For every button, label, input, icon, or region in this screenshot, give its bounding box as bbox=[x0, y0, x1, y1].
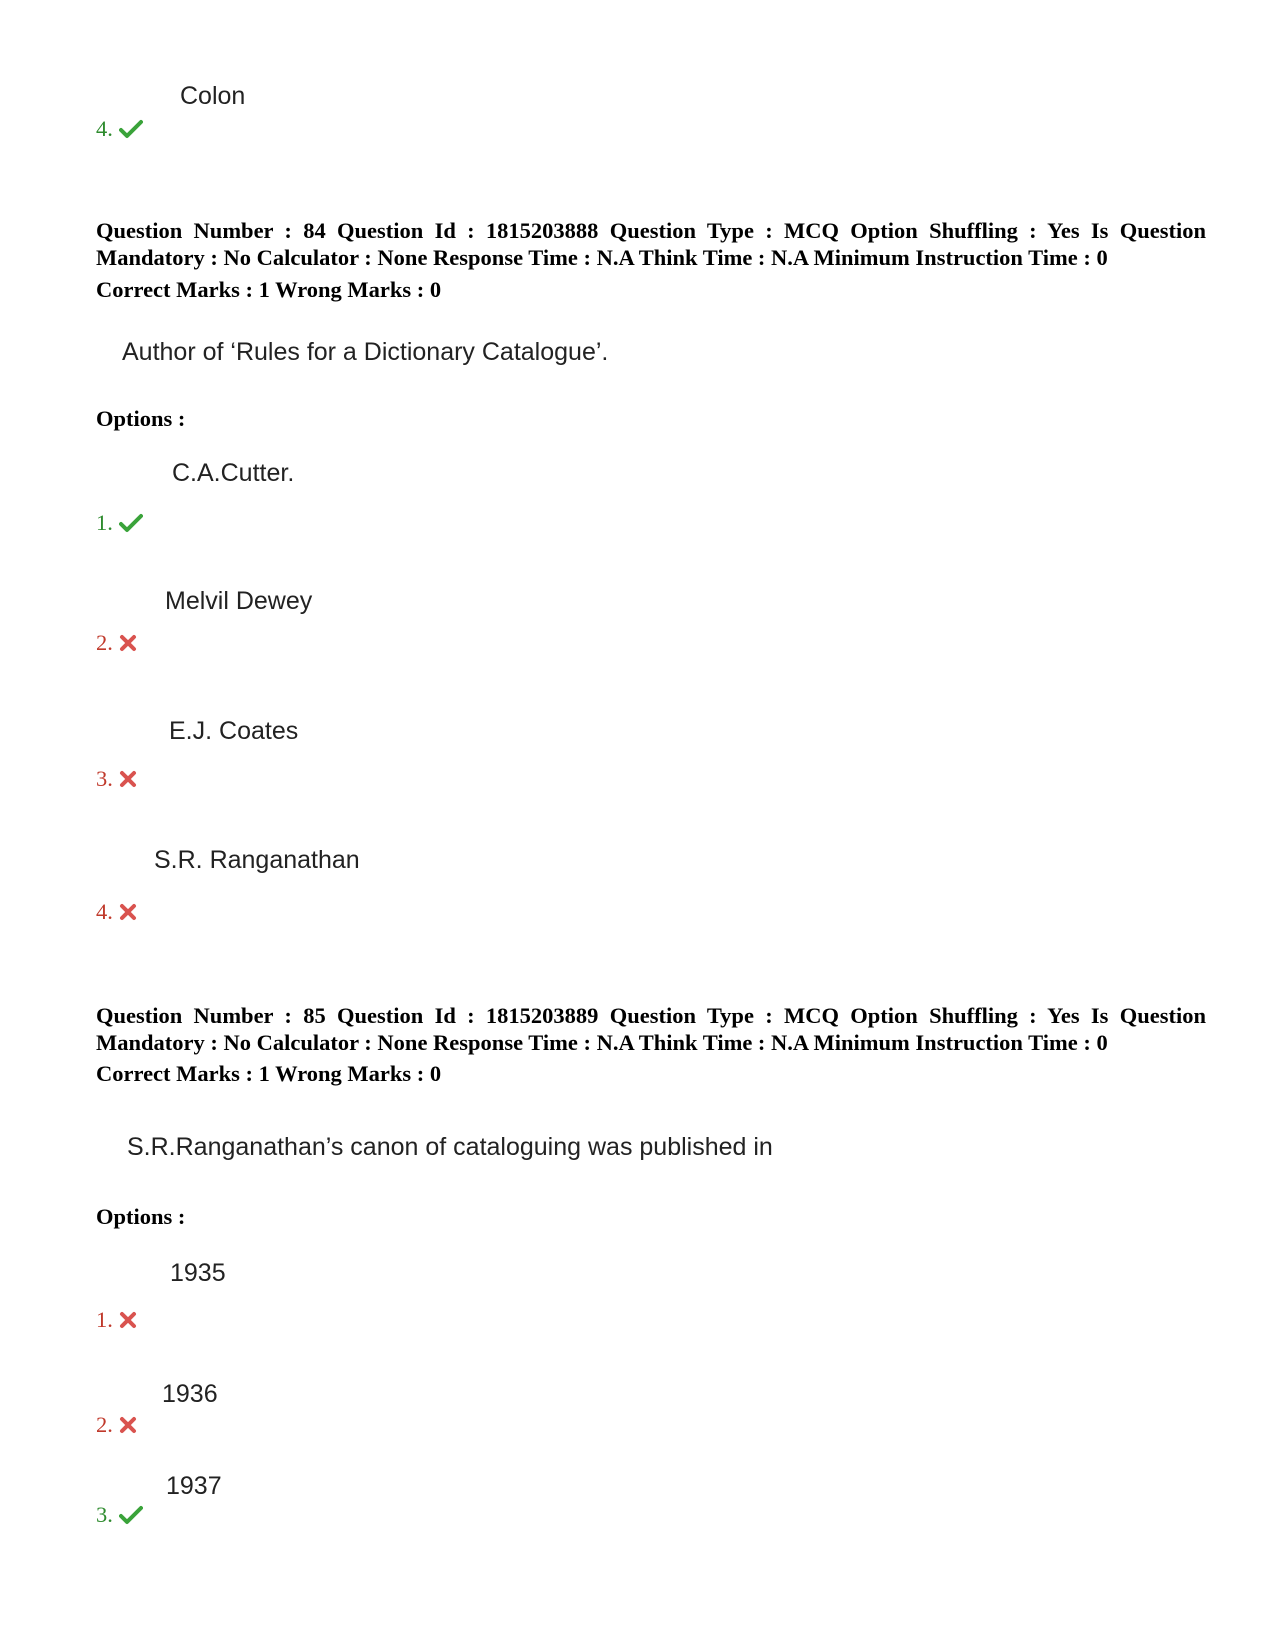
option-number bbox=[96, 116, 143, 142]
option-number bbox=[96, 510, 143, 536]
option-number bbox=[96, 766, 137, 792]
option-number-label: 4. bbox=[96, 899, 113, 924]
options-label: Options : bbox=[96, 406, 186, 431]
question-marks: Correct Marks : 1 Wrong Marks : 0 bbox=[96, 1061, 442, 1086]
checkmark-icon bbox=[119, 513, 143, 533]
options-label: Options : bbox=[96, 1204, 186, 1229]
checkmark-icon bbox=[119, 119, 143, 139]
option-number bbox=[96, 1502, 143, 1528]
option-text: C.A.Cutter. bbox=[172, 459, 295, 487]
option-number-label: 1. bbox=[96, 510, 113, 535]
option-text: 1937 bbox=[166, 1472, 222, 1500]
option-number bbox=[96, 899, 137, 925]
option-text: 1936 bbox=[162, 1380, 218, 1408]
question-meta: Question Number : 85 Question Id : 1815203889 Question Type : MCQ Option Shuffling : Yes Is Question Mandatory : No Calculator : None Response Time : N.A Think Time : N.A Minimum Instruction Time : 0 bbox=[96, 1003, 1206, 1055]
checkmark-icon bbox=[119, 1505, 143, 1525]
option-text: 1935 bbox=[170, 1259, 226, 1287]
question-text: Author of ‘Rules for a Dictionary Catalogue’. bbox=[122, 338, 609, 366]
option-number-label: 1. bbox=[96, 1307, 113, 1332]
cross-icon bbox=[119, 1416, 137, 1434]
cross-icon bbox=[119, 1311, 137, 1329]
question-marks: Correct Marks : 1 Wrong Marks : 0 bbox=[96, 277, 442, 302]
option-number bbox=[96, 1412, 137, 1438]
option-number bbox=[96, 1307, 137, 1333]
option-number-label: 3. bbox=[96, 766, 113, 791]
question-meta: Question Number : 84 Question Id : 1815203888 Question Type : MCQ Option Shuffling : Yes Is Question Mandatory : No Calculator : None Response Time : N.A Think Time : N.A Minimum Instruction Time : 0 bbox=[96, 218, 1206, 270]
option-text: S.R. Ranganathan bbox=[154, 846, 360, 874]
option-number-label: 3. bbox=[96, 1502, 113, 1527]
option-text: Melvil Dewey bbox=[165, 587, 313, 615]
option-number-label: 4. bbox=[96, 116, 113, 141]
option-number-label: 2. bbox=[96, 630, 113, 655]
question-text: S.R.Ranganathan’s canon of cataloguing was published in bbox=[127, 1133, 773, 1161]
cross-icon bbox=[119, 634, 137, 652]
option-number-label: 2. bbox=[96, 1412, 113, 1437]
option-number bbox=[96, 630, 137, 656]
option-text: E.J. Coates bbox=[169, 717, 299, 745]
option-text: Colon bbox=[180, 82, 246, 110]
cross-icon bbox=[119, 903, 137, 921]
cross-icon bbox=[119, 770, 137, 788]
